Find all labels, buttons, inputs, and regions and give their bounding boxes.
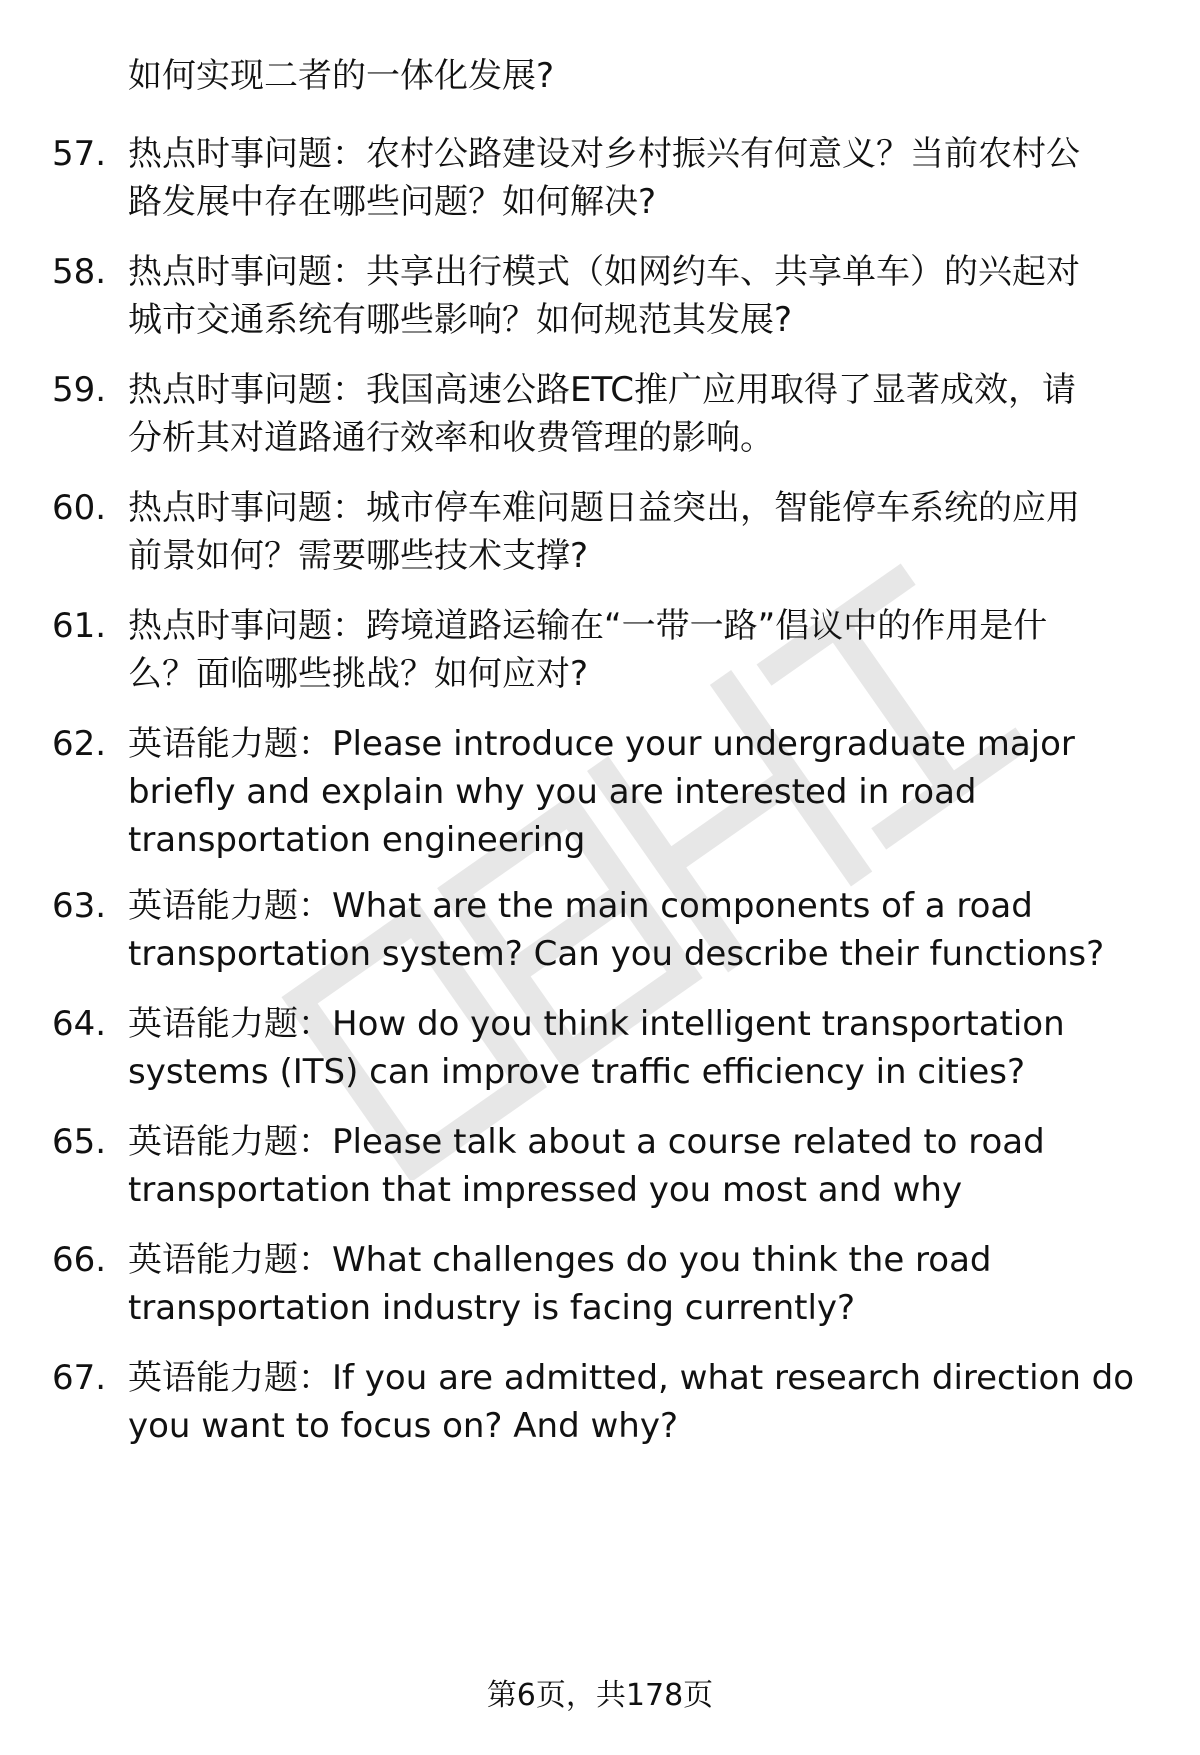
question-text-line: 英语能力题：What challenges do you think the road xyxy=(128,1240,992,1280)
question-number: 66. xyxy=(52,1240,107,1280)
question-text-line: transportation that impressed you most and why xyxy=(128,1170,963,1210)
question-text-line: 热点时事问题：跨境道路运输在“一带一路”倡议中的作用是什 xyxy=(128,606,1048,646)
question-text-line: 热点时事问题：农村公路建设对乡村振兴有何意义？当前农村公 xyxy=(128,134,1080,174)
question-text-line: 英语能力题：If you are admitted, what research direction do xyxy=(128,1358,1135,1398)
question-number: 59. xyxy=(52,370,107,410)
question-number: 67. xyxy=(52,1358,107,1398)
page-footer: 第6页，共178页 xyxy=(486,1678,714,1713)
question-text-line: briefly and explain why you are interested in road xyxy=(128,772,977,812)
question-text-line: transportation system? Can you describe their functions? xyxy=(128,934,1105,974)
question-text-line: 英语能力题：What are the main components of a road xyxy=(128,886,1033,926)
question-text-line: 路发展中存在哪些问题？如何解决? xyxy=(128,182,657,222)
question-text-line: transportation engineering xyxy=(128,820,586,860)
continuation-line: 如何实现二者的一体化发展? xyxy=(128,56,555,96)
question-text-line: 英语能力题：How do you think intelligent transportation xyxy=(128,1004,1065,1044)
question-number: 61. xyxy=(52,606,107,646)
question-text-line: 英语能力题：Please talk about a course related to road xyxy=(128,1122,1045,1162)
question-text-line: transportation industry is facing currently? xyxy=(128,1288,856,1328)
question-number: 65. xyxy=(52,1122,107,1162)
question-text-line: 么？面临哪些挑战？如何应对? xyxy=(128,654,589,694)
question-text-line: systems (ITS) can improve traffic efficiency in cities? xyxy=(128,1052,1025,1092)
question-text-line: you want to focus on? And why? xyxy=(128,1406,679,1446)
question-number: 63. xyxy=(52,886,107,926)
question-text-line: 热点时事问题：我国高速公路ETC推广应用取得了显著成效，请 xyxy=(128,370,1076,410)
question-number: 62. xyxy=(52,724,107,764)
question-number: 64. xyxy=(52,1004,107,1044)
question-text-line: 英语能力题：Please introduce your undergraduate major xyxy=(128,724,1075,764)
question-text-line: 分析其对道路通行效率和收费管理的影响。 xyxy=(128,418,774,458)
question-number: 58. xyxy=(52,252,107,292)
question-number: 57. xyxy=(52,134,107,174)
question-text-line: 城市交通系统有哪些影响？如何规范其发展? xyxy=(128,300,793,340)
question-text-line: 热点时事问题：共享出行模式（如网约车、共享单车）的兴起对 xyxy=(128,252,1080,292)
question-number: 60. xyxy=(52,488,107,528)
question-text-line: 前景如何？需要哪些技术支撑? xyxy=(128,536,589,576)
question-text-line: 热点时事问题：城市停车难问题日益突出，智能停车系统的应用 xyxy=(128,488,1080,528)
